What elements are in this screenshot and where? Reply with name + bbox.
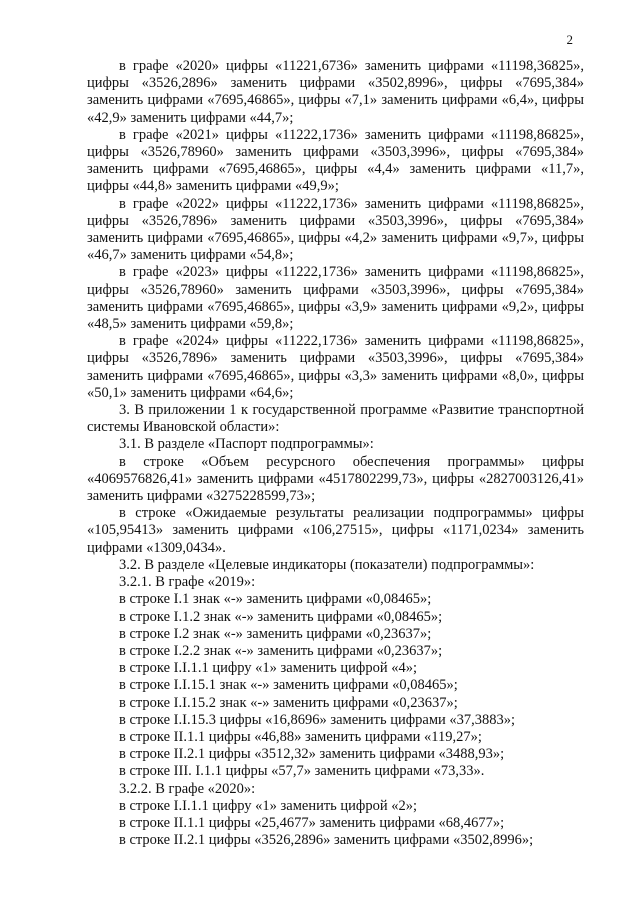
section-3-2-1-heading: 3.2.1. В графе «2019»: xyxy=(119,574,256,591)
list-item: в строке I.I.15.2 знак «-» заменить цифрами «0,23637»; xyxy=(119,694,458,711)
paragraph-2023: в графе «2023» цифры «11222,1736» заменить цифрами «11198,86825», цифры «3526,78960» заменить цифрами «3503,3996», цифры «7695,384» заменить цифрами «7695,46865», цифры «3,9» заменить цифрами «9,2», цифры «48,5» заменить цифрами «59,8»; xyxy=(87,264,584,333)
list-item: в строке II.1.1 цифры «46,88» заменить цифрами «119,27»; xyxy=(119,728,482,745)
paragraph-2021: в графе «2021» цифры «11222,1736» заменить цифрами «11198,86825», цифры «3526,78960» заменить цифрами «3503,3996», цифры «7695,384» заменить цифрами «7695,46865», цифры «4,4» заменить цифрами «11,7», цифры «44,8» заменить цифрами «49,9»; xyxy=(87,126,584,195)
list-item: в строке II.2.1 цифры «3526,2896» заменить цифрами «3502,8996»; xyxy=(119,832,534,849)
list-item: в строке I.1.2 знак «-» заменить цифрами «0,08465»; xyxy=(119,608,443,625)
paragraph-expected-results: в строке «Ожидаемые результаты реализации подпрограммы» цифры «105,95413» заменить цифрами «106,27515», цифры «1171,0234» заменить цифрами «1309,0434». xyxy=(87,505,584,556)
paragraph-2022: в графе «2022» цифры «11222,1736» заменить цифрами «11198,86825», цифры «3526,7896» заменить цифрами «3503,3996», цифры «7695,384» заменить цифрами «7695,46865», цифры «4,2» заменить цифрами «9,7», цифры «46,7» заменить цифрами «54,8»; xyxy=(87,195,584,264)
list-item: в строке II.1.1 цифры «25,4677» заменить цифрами «68,4677»; xyxy=(119,814,505,831)
list-item: в строке I.I.15.3 цифры «16,8696» заменить цифрами «37,3883»; xyxy=(119,711,516,728)
page-number: 2 xyxy=(566,32,573,47)
list-item: в строке I.2.2 знак «-» заменить цифрами «0,23637»; xyxy=(119,642,443,659)
paragraph-resource-volume: в строке «Объем ресурсного обеспечения программы» цифры «4069576826,41» заменить цифрами «4517802299,73», цифры «2827003126,41» заменить цифрами «3275228599,73»; xyxy=(87,453,584,505)
list-item: в строке I.I.1.1 цифру «1» заменить цифрой «2»; xyxy=(119,797,417,814)
list-item: в строке I.I.1.1 цифру «1» заменить цифрой «4»; xyxy=(119,660,417,677)
list-item: в строке III. I.1.1 цифры «57,7» заменить цифрами «73,33». xyxy=(119,763,485,780)
section-3-2-2-heading: 3.2.2. В графе «2020»: xyxy=(119,780,256,797)
list-item: в строке II.2.1 цифры «3512,32» заменить цифрами «3488,93»; xyxy=(119,746,505,763)
section-3-heading: 3. В приложении 1 к государственной программе «Развитие транспортной системы Ивановской области»: xyxy=(87,402,584,436)
list-item: в строке I.2 знак «-» заменить цифрами «0,23637»; xyxy=(119,625,432,642)
paragraph-2020: в графе «2020» цифры «11221,6736» заменить цифрами «11198,36825», цифры «3526,2896» заменить цифрами «3502,8996», цифры «7695,384» заменить цифрами «7695,46865», цифры «7,1» заменить цифрами «6,4», цифры «42,9» заменить цифрами «44,7»; xyxy=(87,58,584,126)
section-3-1-heading: 3.1. В разделе «Паспорт подпрограммы»: xyxy=(119,436,374,453)
paragraph-2024: в графе «2024» цифры «11222,1736» заменить цифрами «11198,86825», цифры «3526,7896» заменить цифрами «3503,3996», цифры «7695,384» заменить цифрами «7695,46865», цифры «3,3» заменить цифрами «8,0», цифры «50,1» заменить цифрами «64,6»; xyxy=(87,333,584,401)
list-item: в строке I.I.15.1 знак «-» заменить цифрами «0,08465»; xyxy=(119,677,458,694)
list-item: в строке I.1 знак «-» заменить цифрами «0,08465»; xyxy=(119,591,432,608)
section-3-2-heading: 3.2. В разделе «Целевые индикаторы (показатели) подпрограммы»: xyxy=(119,556,535,573)
